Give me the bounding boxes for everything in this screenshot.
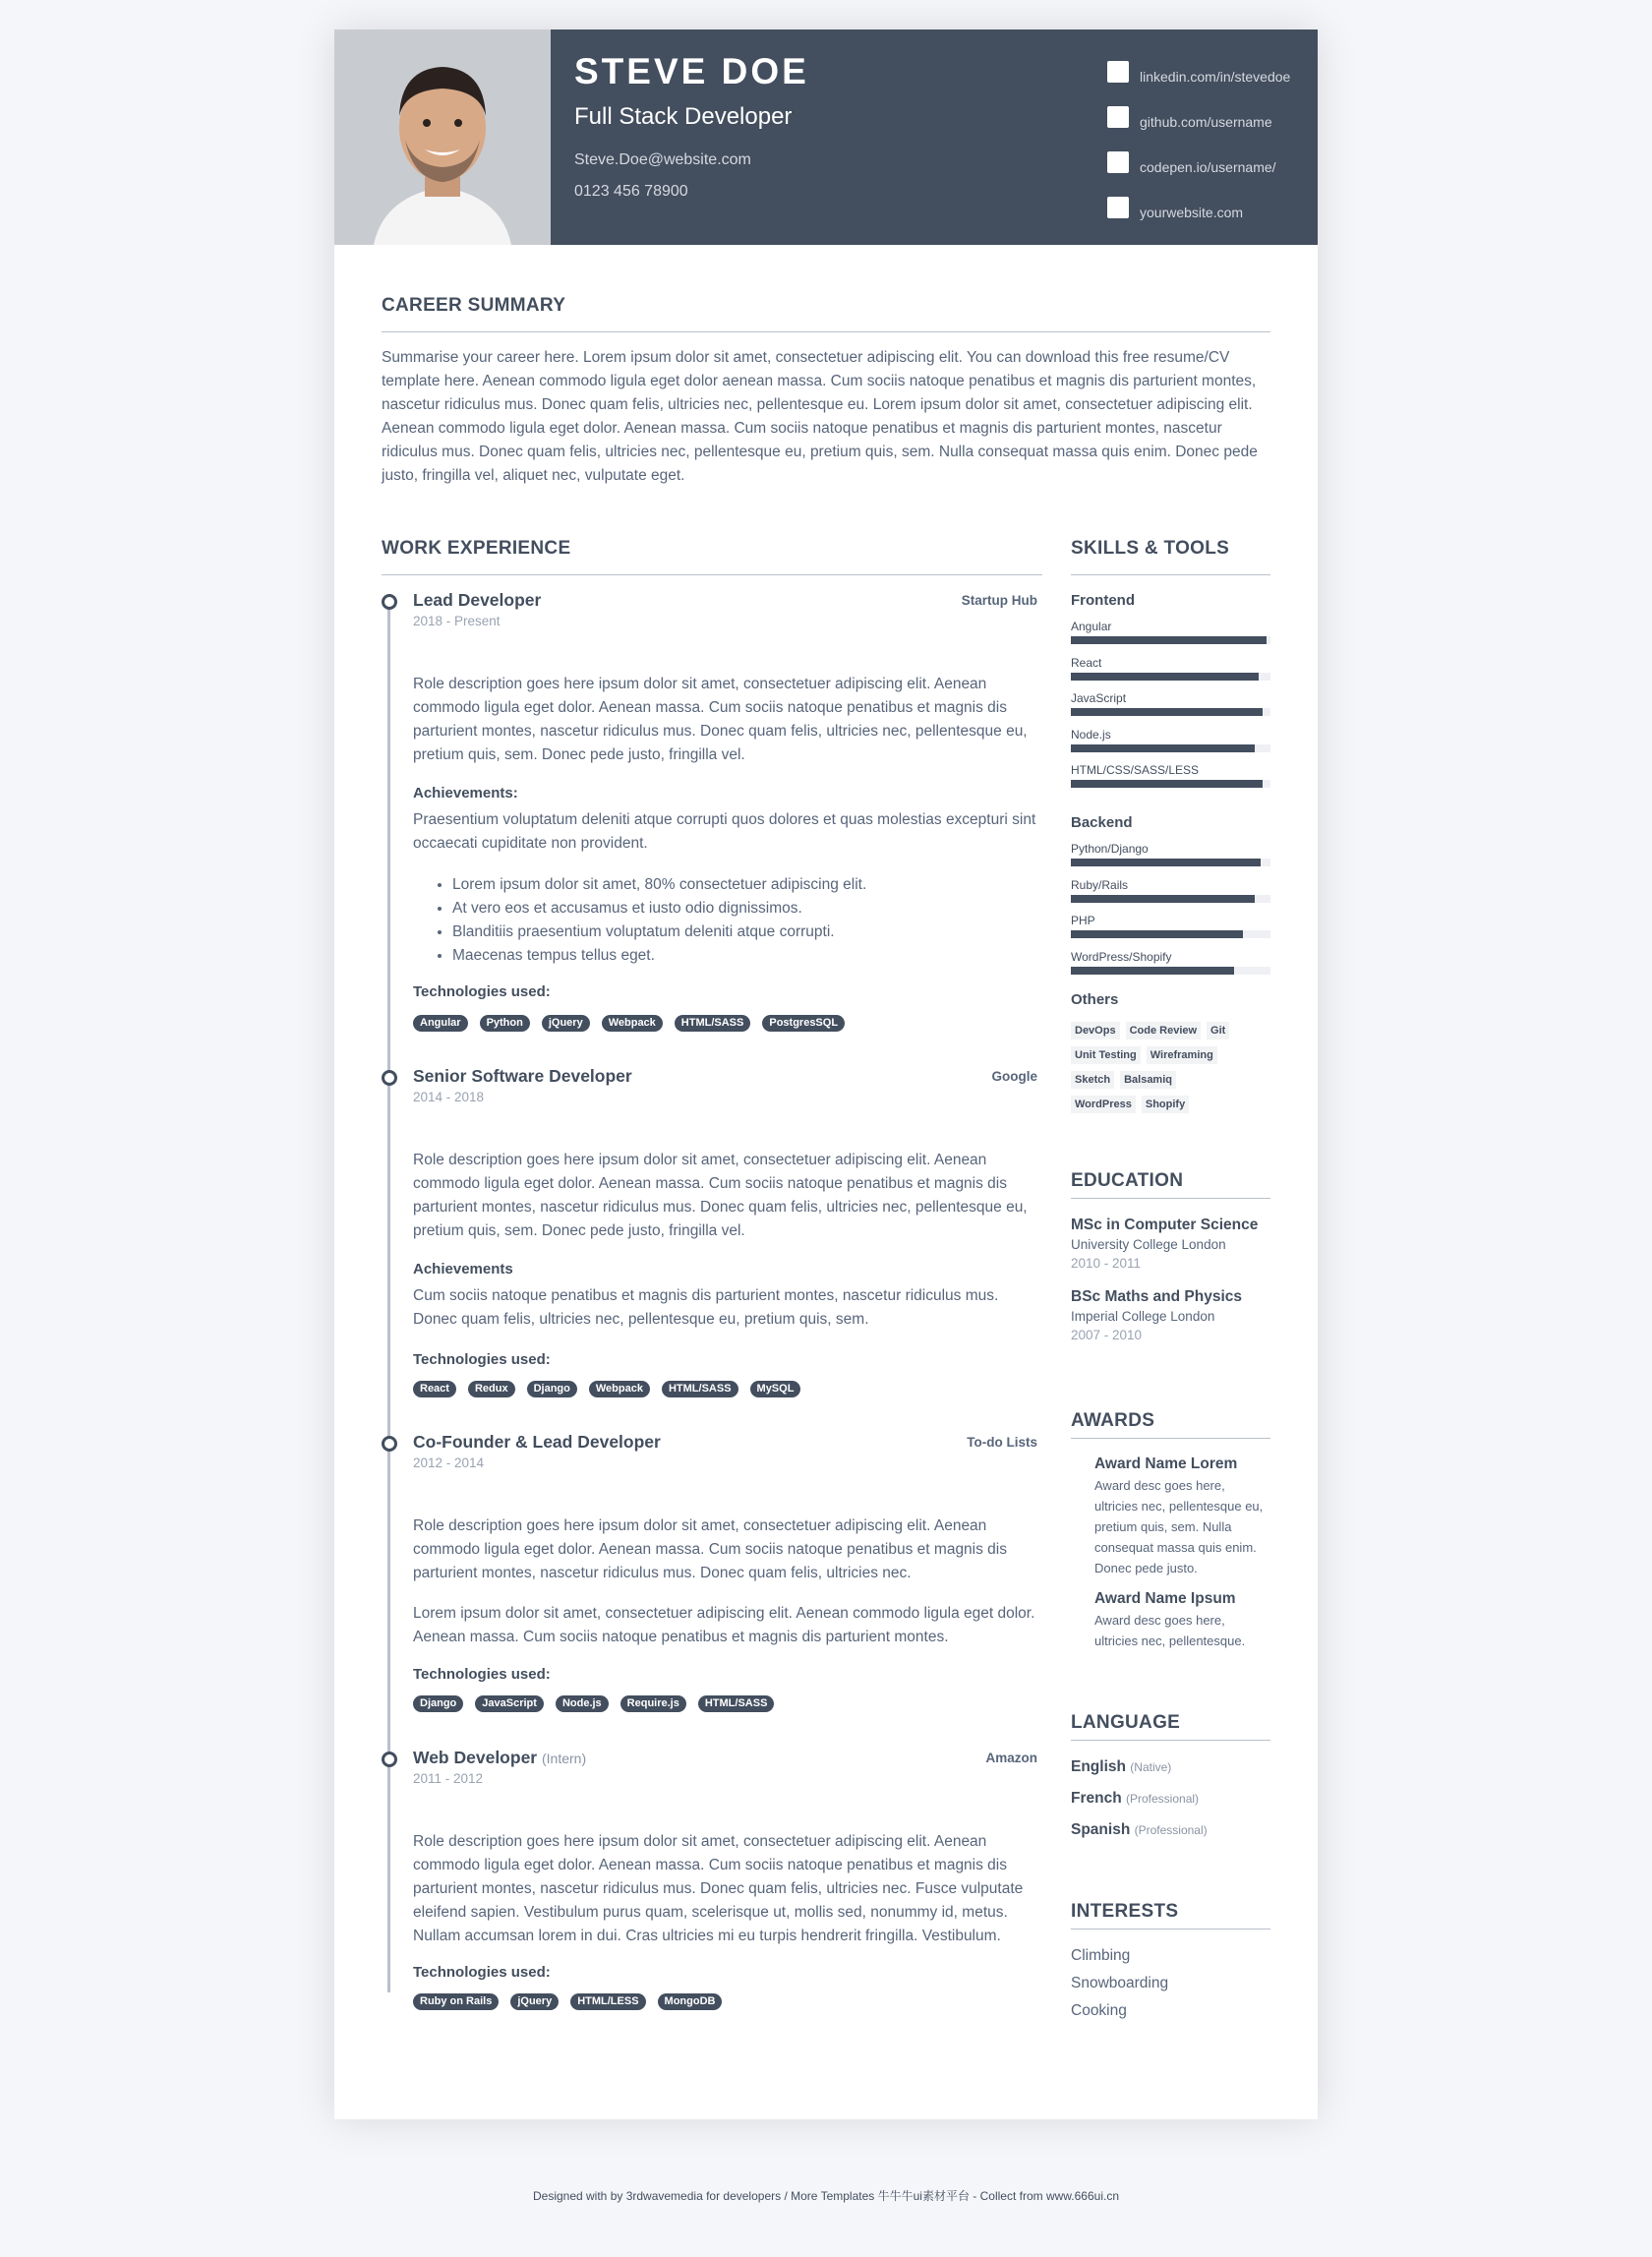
- job-company: Startup Hub: [961, 593, 1037, 608]
- skill-name: Angular: [1071, 620, 1112, 633]
- award-name: Award Name Lorem: [1094, 1455, 1238, 1472]
- language-name: French: [1071, 1790, 1122, 1807]
- interest-item: Snowboarding: [1071, 1975, 1169, 1991]
- skill-item: [1071, 842, 1270, 856]
- skill-item: [1071, 763, 1270, 777]
- skill-bar: [1071, 967, 1270, 975]
- skill-chip: Shopify: [1142, 1096, 1189, 1113]
- job-dates: 2014 - 2018: [413, 1090, 485, 1104]
- skill-bar-fill: [1071, 930, 1243, 938]
- skill-chip: WordPress: [1071, 1096, 1136, 1113]
- education-school: Imperial College London: [1071, 1309, 1215, 1324]
- achievements-list: [413, 873, 1042, 968]
- achievement-item: • Lorem ipsum dolor sit amet, 80% consectetuer adipiscing elit.: [452, 873, 1042, 897]
- technology-tag: Ruby on Rails: [413, 1993, 499, 2010]
- candidate-title: Full Stack Developer: [574, 103, 793, 130]
- skill-name: WordPress/Shopify: [1071, 950, 1172, 964]
- frontend-heading: Frontend: [1071, 592, 1135, 609]
- github-icon: [1107, 106, 1129, 128]
- github-link[interactable]: [1107, 104, 1318, 149]
- summary-divider: [382, 331, 1270, 332]
- website-link[interactable]: [1107, 195, 1318, 240]
- skill-chip: Balsamiq: [1120, 1071, 1176, 1089]
- backend-heading: Backend: [1071, 814, 1133, 831]
- technology-tag: Webpack: [589, 1381, 650, 1397]
- skill-bar: [1071, 859, 1270, 866]
- achievement-item: • Blanditiis praesentium voluptatum deleniti atque corrupti.: [452, 921, 1042, 944]
- skill-name: HTML/CSS/SASS/LESS: [1071, 763, 1200, 777]
- technology-tag: HTML/SASS: [698, 1695, 775, 1712]
- job-company: Google: [991, 1069, 1037, 1084]
- timeline-dot: [382, 1070, 397, 1086]
- skill-bar: [1071, 636, 1270, 644]
- award-name: Award Name Ipsum: [1094, 1590, 1236, 1607]
- interest-item: Climbing: [1071, 1947, 1131, 1964]
- skill-bar: [1071, 780, 1270, 788]
- technology-tags: [413, 1381, 800, 1397]
- education-heading: EDUCATION: [1071, 1170, 1184, 1191]
- candidate-name: STEVE DOE: [574, 51, 809, 91]
- job-description-extra: Lorem ipsum dolor sit amet, consectetuer adipiscing elit. Aenean commodo ligula eget dolor. Aenean massa. Cum sociis natoque penatibus et magnis dis parturient montes.: [413, 1605, 1035, 1645]
- technology-tag: Django: [413, 1695, 463, 1712]
- codepen-link-text: codepen.io/username/: [1140, 159, 1276, 175]
- technology-tag: Python: [480, 1015, 530, 1032]
- skill-item: [1071, 620, 1270, 633]
- skill-chip: Unit Testing: [1071, 1046, 1141, 1064]
- skill-item: [1071, 878, 1270, 892]
- linkedin-link[interactable]: [1107, 59, 1318, 104]
- technology-tags: [413, 1015, 845, 1032]
- education-degree: MSc in Computer Science: [1071, 1217, 1259, 1233]
- technology-tag: MySQL: [750, 1381, 801, 1397]
- website-link-text: yourwebsite.com: [1140, 205, 1244, 220]
- experience-divider: [382, 574, 1042, 575]
- language-item: [1071, 1790, 1270, 1808]
- achievements-text: Cum sociis natoque penatibus et magnis dis parturient montes, nascetur ridiculus mus. Donec quam felis, ultricies nec, pellentesque eu, pretium quis, sem.: [413, 1287, 999, 1328]
- timeline-dot: [382, 1752, 397, 1767]
- education-item: [1071, 1288, 1270, 1342]
- technologies-heading: Technologies used:: [413, 1964, 551, 1981]
- profile-photo: [334, 30, 551, 245]
- skill-name: Node.js: [1071, 728, 1111, 742]
- technology-tag: PostgresSQL: [762, 1015, 845, 1032]
- technology-tag: Require.js: [620, 1695, 686, 1712]
- summary-heading: CAREER SUMMARY: [382, 295, 566, 316]
- technology-tag: Redux: [468, 1381, 515, 1397]
- technology-tag: HTML/SASS: [662, 1381, 738, 1397]
- skill-chip: DevOps: [1071, 1022, 1120, 1039]
- timeline-dot: [382, 1436, 397, 1452]
- technology-tag: jQuery: [510, 1993, 559, 2010]
- technology-tag: Angular: [413, 1015, 468, 1032]
- skill-bar-fill: [1071, 780, 1263, 788]
- education-item: [1071, 1217, 1270, 1271]
- skill-bar: [1071, 895, 1270, 903]
- technology-tag: HTML/SASS: [675, 1015, 751, 1032]
- technology-tag: HTML/LESS: [570, 1993, 645, 2010]
- language-divider: [1071, 1740, 1270, 1741]
- skill-bar-fill: [1071, 967, 1234, 975]
- skills-divider: [1071, 574, 1270, 575]
- skill-bar-fill: [1071, 744, 1255, 752]
- job-dates: 2018 - Present: [413, 614, 501, 628]
- job-entry: [413, 1748, 1037, 2023]
- skill-item: [1071, 656, 1270, 670]
- technologies-heading: Technologies used:: [413, 1351, 551, 1368]
- website-icon: [1107, 197, 1129, 218]
- skill-item: [1071, 914, 1270, 927]
- job-dates: 2012 - 2014: [413, 1455, 485, 1470]
- job-entry: [413, 590, 1037, 1033]
- skill-item: [1071, 691, 1270, 705]
- skill-item: [1071, 728, 1270, 742]
- technology-tag: MongoDB: [658, 1993, 723, 2010]
- job-title: Senior Software Developer: [413, 1066, 632, 1086]
- awards-divider: [1071, 1438, 1270, 1439]
- technology-tags: [413, 1695, 774, 1712]
- education-dates: 2010 - 2011: [1071, 1256, 1142, 1271]
- interest-item: Cooking: [1071, 2002, 1127, 2019]
- job-entry: [413, 1432, 1037, 1717]
- technology-tag: jQuery: [542, 1015, 590, 1032]
- awards-heading: AWARDS: [1071, 1410, 1155, 1431]
- technology-tag: Webpack: [602, 1015, 663, 1032]
- skill-bar: [1071, 930, 1270, 938]
- technologies-heading: Technologies used:: [413, 983, 551, 1000]
- job-description: Role description goes here ipsum dolor sit amet, consectetuer adipiscing elit. Aenean commodo ligula eget dolor. Aenean massa. Cum sociis natoque penatibus et magnis dis parturient montes, nascetur ridiculus mus. Donec quam felis, ultricies nec.: [413, 1517, 1007, 1581]
- skill-item: [1071, 950, 1270, 964]
- technology-tag: JavaScript: [475, 1695, 544, 1712]
- skill-name: JavaScript: [1071, 691, 1127, 705]
- language-heading: LANGUAGE: [1071, 1712, 1181, 1733]
- page-footer: Designed with by 3rdwavemedia for developers / More Templates 牛牛牛ui素材平台 - Collect from www.666ui.cn: [532, 2189, 1119, 2203]
- technology-tag: Django: [527, 1381, 577, 1397]
- skill-bar-fill: [1071, 673, 1259, 681]
- education-degree: BSc Maths and Physics: [1071, 1288, 1243, 1305]
- codepen-link[interactable]: [1107, 149, 1318, 195]
- job-title: [413, 1748, 586, 1768]
- summary-text: Summarise your career here. Lorem ipsum dolor sit amet, consectetuer adipiscing elit. You can download this free resume/CV template here. Aenean commodo ligula eget dolor aenean massa. Cum sociis natoque penatibus et magnis dis parturient montes, nascetur ridiculus mus. Donec quam felis, ultricies nec, pellentesque eu. Lorem ipsum dolor sit amet, consectetuer adipiscing elit. Aenean commodo ligula eget dolor. Aenean massa. Cum sociis natoque penatibus et magnis dis parturient montes, nascetur ridiculus mus. Donec quam felis, ultricies nec, pellentesque eu, pretium quis, sem. Nulla consequat massa quis enim. Donec pede justo, fringilla vel, aliquet nec, vulputate eget.: [382, 349, 1258, 484]
- skill-bar-fill: [1071, 636, 1267, 644]
- skill-bar-fill: [1071, 859, 1261, 866]
- codepen-icon: [1107, 151, 1129, 173]
- skill-bar-fill: [1071, 895, 1255, 903]
- language-name: English: [1071, 1758, 1126, 1775]
- skill-chip: Wireframing: [1147, 1046, 1217, 1064]
- interests-divider: [1071, 1929, 1270, 1930]
- technology-tag: Node.js: [556, 1695, 609, 1712]
- award-description: Award desc goes here, ultricies nec, pellentesque eu, pretium quis, sem. Nulla consequat massa quis enim. Donec pede justo.: [1094, 1478, 1264, 1575]
- language-item: [1071, 1821, 1270, 1839]
- technologies-heading: Technologies used:: [413, 1666, 551, 1683]
- timeline-line: [387, 596, 390, 1992]
- linkedin-icon: [1107, 61, 1129, 83]
- achievements-heading: Achievements: [413, 1261, 513, 1277]
- language-item: [1071, 1758, 1270, 1776]
- language-level: (Professional): [1134, 1823, 1208, 1837]
- experience-heading: WORK EXPERIENCE: [382, 538, 571, 559]
- education-school: University College London: [1071, 1237, 1226, 1252]
- frontend-skills: [1071, 620, 1270, 816]
- language-level: (Native): [1130, 1760, 1172, 1774]
- job-company: Amazon: [985, 1751, 1037, 1765]
- language-name: Spanish: [1071, 1821, 1131, 1838]
- achievement-item: • Maecenas tempus tellus eget.: [452, 944, 1042, 968]
- skill-name: PHP: [1071, 914, 1095, 927]
- job-dates: 2011 - 2012: [413, 1771, 484, 1786]
- others-heading: Others: [1071, 991, 1119, 1008]
- skill-name: Python/Django: [1071, 842, 1149, 856]
- resume-header: [334, 30, 1318, 245]
- job-title: Co-Founder & Lead Developer: [413, 1432, 661, 1452]
- technology-tag: React: [413, 1381, 456, 1397]
- skill-name: React: [1071, 656, 1102, 670]
- skill-chip: Code Review: [1126, 1022, 1201, 1039]
- email-link[interactable]: Steve.Doe@website.com: [574, 151, 751, 168]
- job-description: Role description goes here ipsum dolor sit amet, consectetuer adipiscing elit. Aenean commodo ligula eget dolor. Aenean massa. Cum sociis natoque penatibus et magnis dis parturient montes, nascetur ridiculus mus. Donec quam felis, ultricies nec, pellentesque eu, pretium quis, sem. Donec pede justo, fringilla vel.: [413, 1152, 1028, 1239]
- job-title-note: (Intern): [541, 1751, 587, 1766]
- achievement-item: • At vero eos et accusamus et iusto odio dignissimos.: [452, 897, 1042, 921]
- timeline-dot: [382, 594, 397, 610]
- social-links: [1107, 59, 1318, 240]
- award-description: Award desc goes here, ultricies nec, pellentesque.: [1094, 1613, 1246, 1648]
- skill-name: Ruby/Rails: [1071, 878, 1129, 892]
- achievements-heading: Achievements:: [413, 785, 518, 802]
- github-link-text: github.com/username: [1140, 114, 1272, 130]
- education-divider: [1071, 1198, 1270, 1199]
- skill-bar: [1071, 708, 1270, 716]
- achievements-text: Praesentium voluptatum deleniti atque corrupti quos dolores et quas molestias excepturi sint occaecati cupiditate non provident.: [413, 811, 1036, 852]
- skill-chip: Sketch: [1071, 1071, 1114, 1089]
- job-title-text: Web Developer: [413, 1748, 538, 1767]
- award-item: [1094, 1590, 1271, 1651]
- skills-heading: SKILLS & TOOLS: [1071, 538, 1230, 559]
- job-company: To-do Lists: [967, 1435, 1037, 1450]
- resume-page: [334, 30, 1318, 2119]
- phone-number: 0123 456 78900: [574, 183, 688, 200]
- job-title: Lead Developer: [413, 590, 542, 610]
- language-level: (Professional): [1126, 1792, 1200, 1806]
- job-description: Role description goes here ipsum dolor sit amet, consectetuer adipiscing elit. Aenean commodo ligula eget dolor. Aenean massa. Cum sociis natoque penatibus et magnis dis parturient montes, nascetur ridiculus mus. Donec quam felis, ultricies nec. Fusce vulputate eleifend sapien. Vestibulum purus quam, scelerisque ut, mollis sed, nonummy id, metus. Nullam accumsan lorem in dui. Cras ultricies mi eu turpis hendrerit fringilla. Vestibulum.: [413, 1833, 1024, 1944]
- backend-skills: [1071, 842, 1270, 1009]
- education-dates: 2007 - 2010: [1071, 1328, 1143, 1342]
- job-description: Role description goes here ipsum dolor sit amet, consectetuer adipiscing elit. Aenean commodo ligula eget dolor. Aenean massa. Cum sociis natoque penatibus et magnis dis parturient montes, nascetur ridiculus mus. Donec quam felis, ultricies nec, pellentesque eu, pretium quis, sem. Donec pede justo, fringilla vel.: [413, 676, 1028, 763]
- linkedin-link-text: linkedin.com/in/stevedoe: [1140, 69, 1291, 85]
- award-item: [1094, 1455, 1271, 1578]
- skill-bar: [1071, 744, 1270, 752]
- interests-heading: INTERESTS: [1071, 1901, 1179, 1922]
- skill-bar: [1071, 673, 1270, 681]
- job-entry: [413, 1066, 1037, 1400]
- skill-bar-fill: [1071, 708, 1263, 716]
- others-skills: [1071, 1021, 1277, 1119]
- skill-chip: Git: [1207, 1022, 1229, 1039]
- technology-tags: [413, 1993, 722, 2010]
